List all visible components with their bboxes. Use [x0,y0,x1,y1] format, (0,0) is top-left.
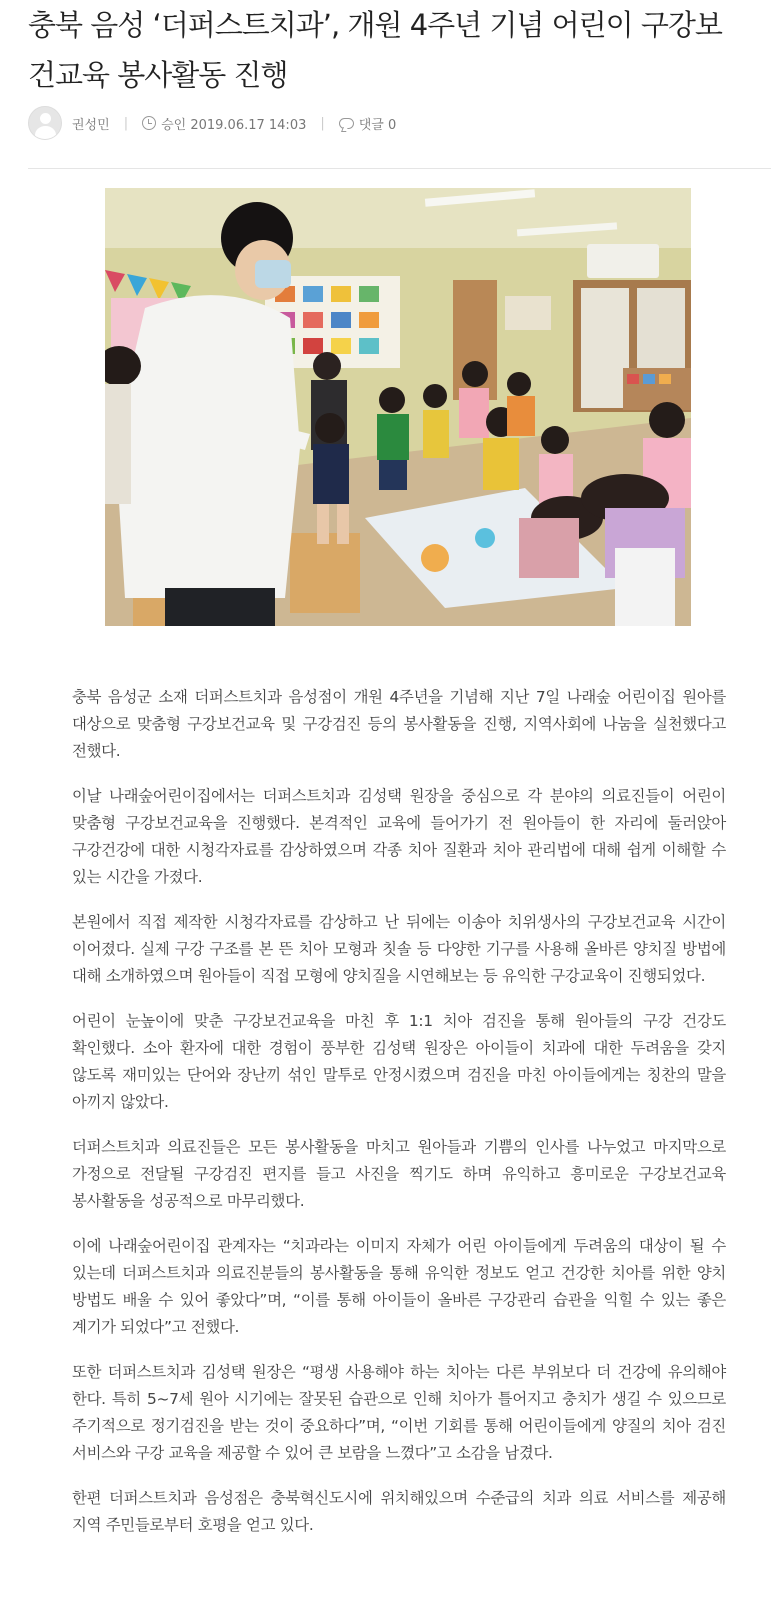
meta-separator: | [320,115,325,131]
author-name[interactable]: 권성민 [72,117,110,133]
article-meta [28,106,396,140]
author-avatar[interactable] [28,106,62,140]
article-paragraph: 더퍼스트치과 의료진들은 모든 봉사활동을 마치고 원아들과 기쁨의 인사를 나누었고 마지막으로 가정으로 전달될 구강검진 편지를 들고 사진을 찍기도 하며 유익하고 흥미로운 구강보건교육 봉사활동을 성공적으로 마무리했다. [72,1138,726,1210]
article-photo[interactable] [105,188,691,626]
header-divider [28,168,771,169]
comment-icon[interactable] [339,118,354,129]
article-body [72,684,726,1557]
article-paragraph: 또한 더퍼스트치과 김성택 원장은 “평생 사용해야 하는 치아는 다른 부위보다 더 건강에 유의해야 한다. 특히 5~7세 원아 시기에는 잘못된 습관으로 인해 치아가 틀어지고 충치가 생길 수 있으므로 주기적으로 정기검진을 받는 것이 중요하다”며, “이번 기회를 통해 어린이들에게 양질의 치아 검진 서비스와 구강 교육을 제공할 수 있어 큰 보람을 느꼈다”고 소감을 남겼다. [72,1363,726,1462]
comment-count-link[interactable]: 댓글 0 [358,117,397,133]
meta-separator: | [123,115,129,131]
classroom-photo-illustration [105,188,691,626]
article-paragraph: 충북 음성군 소재 더퍼스트치과 음성점이 개원 4주년을 기념해 지난 7일 나래숲 어린이집 원아를 대상으로 맞춤형 구강보건교육 및 구강검진 등의 봉사활동을 진행, 지역사회에 나눔을 실천했다고 전했다. [72,688,726,760]
article-paragraph: 이에 나래숲어린이집 관계자는 “치과라는 이미지 자체가 어린 아이들에게 두려움의 대상이 될 수 있는데 더퍼스트치과 의료진분들의 봉사활동을 통해 유익한 정보도 얻고 건강한 치아를 위한 양치 방법도 배울 수 있어 좋았다”며, “이를 통해 아이들이 올바른 구강관리 습관을 익힐 수 있는 좋은 계기가 되었다”고 전했다. [72,1237,726,1336]
article-title: 충북 음성 ‘더퍼스트치과’, 개원 4주년 기념 어린이 구강보건교육 봉사활동 진행 [28,8,722,92]
approved-datetime: 승인 2019.06.17 14:03 [161,117,307,133]
article-paragraph: 이날 나래숲어린이집에서는 더퍼스트치과 김성택 원장을 중심으로 각 분야의 의료진들이 어린이 맞춤형 구강보건교육을 진행했다. 본격적인 교육에 들어가기 전 원아들이 한 자리에 둘러앉아 구강건강에 대한 시청각자료를 감상하였으며 각종 치아 질환과 치아 관리법에 대해 쉽게 이해할 수 있는 시간을 가졌다. [72,787,726,886]
clock-icon [142,116,156,130]
article-paragraph: 본원에서 직접 제작한 시청각자료를 감상하고 난 뒤에는 이송아 치위생사의 구강보건교육 시간이 이어졌다. 실제 구강 구조를 본 뜬 치아 모형과 칫솔 등 다양한 기구를 사용해 올바른 양치질 방법에 대해 소개하였으며 원아들이 직접 모형에 양치질을 시연해보는 등 유익한 구강교육이 진행되었다. [72,913,726,985]
article-paragraph: 한편 더퍼스트치과 음성점은 충북혁신도시에 위치해있으며 수준급의 치과 의료 서비스를 제공해 지역 주민들로부터 호평을 얻고 있다. [72,1489,726,1534]
article-paragraph: 어린이 눈높이에 맞춘 구강보건교육을 마친 후 1:1 치아 검진을 통해 원아들의 구강 건강도 확인했다. 소아 환자에 대한 경험이 풍부한 김성택 원장은 아이들이 치과에 대한 두려움을 갖지 않도록 재미있는 단어와 장난끼 섞인 말투로 안정시켰으며 검진을 마친 아이들에게는 칭찬의 말을 아끼지 않았다. [72,1012,726,1111]
